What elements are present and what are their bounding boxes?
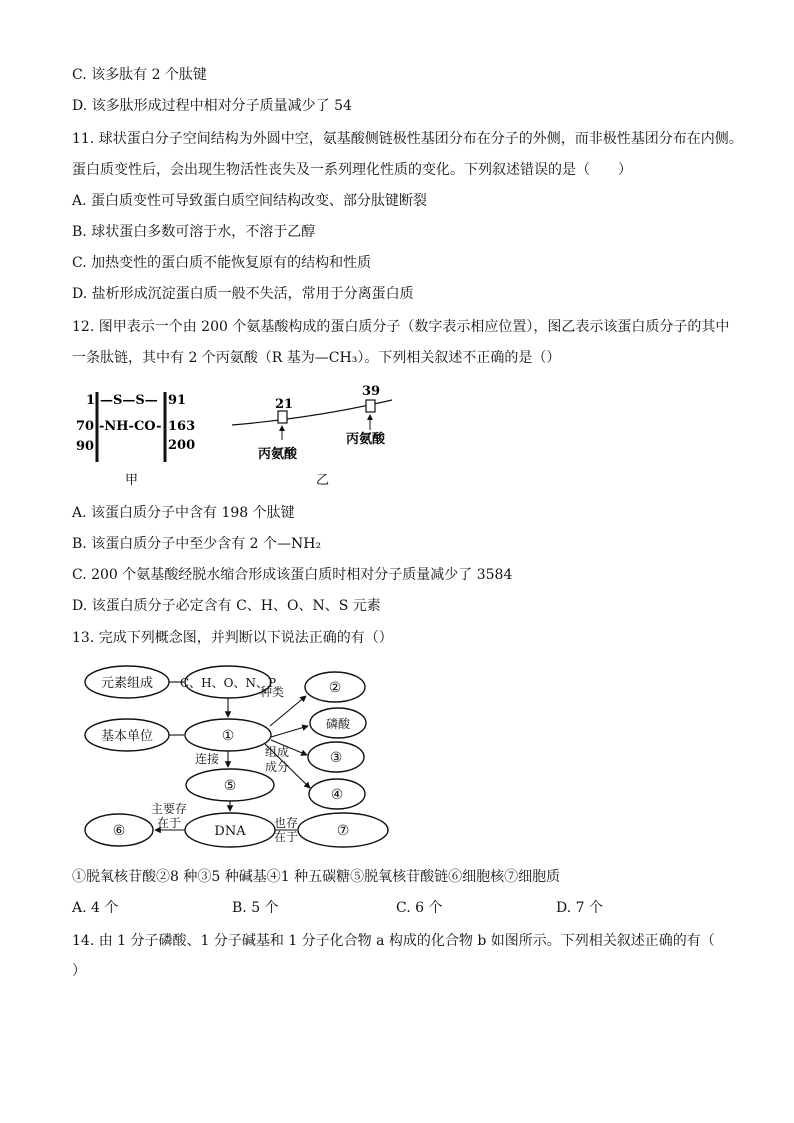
label-peptide-bond: -NH-CO- xyxy=(99,419,162,434)
label-disulfide: —S—S— xyxy=(100,393,158,408)
arrowhead-21-icon xyxy=(279,425,285,431)
text-2: ② xyxy=(328,680,342,696)
arrowhead-39-icon xyxy=(367,414,373,420)
q12-option-b: B. 该蛋白质分子中至少含有 2 个—NH₂ xyxy=(72,536,322,552)
label-yi: 乙 xyxy=(316,473,330,488)
label-1: 1 xyxy=(86,393,96,408)
text-5: ⑤ xyxy=(223,778,237,794)
edge-kinds: 种类 xyxy=(259,685,285,699)
label-jia: 甲 xyxy=(125,473,139,488)
edge-main2: 在于 xyxy=(156,816,182,830)
text-phosphate: 磷酸 xyxy=(325,717,351,731)
text-dna: DNA xyxy=(214,824,246,839)
text-chonp: C、H、O、N、P xyxy=(179,676,277,690)
q14-stem-line2: ） xyxy=(72,963,86,979)
q12-option-a: A. 该蛋白质分子中含有 198 个肽键 xyxy=(72,505,295,521)
q13-option-d: D. 7 个 xyxy=(556,900,603,916)
q11-option-a: A. 蛋白质变性可导致蛋白质空间结构改变、部分肽键断裂 xyxy=(72,193,428,209)
text-4: ④ xyxy=(330,787,344,803)
q13-option-c: C. 6 个 xyxy=(396,900,443,916)
text-1: ① xyxy=(221,728,235,744)
q13-key: ①脱氧核苷酸②8 种③5 种碱基④1 种五碳糖⑤脱氧核苷酸链⑥细胞核⑦细胞质 xyxy=(72,869,561,885)
text-3: ③ xyxy=(329,750,343,766)
q11-option-c: C. 加热变性的蛋白质不能恢复原有的结构和性质 xyxy=(72,255,372,271)
q11-stem-line1: 11. 球状蛋白分子空间结构为外圆中空，氨基酸侧链极性基团分布在分子的外侧，而非极性基团分布在内侧。 xyxy=(72,131,743,147)
label-90: 90 xyxy=(76,439,95,454)
label-200: 200 xyxy=(168,438,196,453)
label-39: 39 xyxy=(362,384,381,399)
alanine-box-21 xyxy=(278,411,287,423)
label-alanine-2: 丙氨酸 xyxy=(346,432,386,447)
q10-option-c: C. 该多肽有 2 个肽键 xyxy=(72,67,207,83)
edge-comp2: 成分 xyxy=(264,760,290,774)
edge-comp1: 组成 xyxy=(264,745,290,759)
q13-option-b: B. 5 个 xyxy=(232,900,279,916)
concept-map xyxy=(80,660,400,860)
q14-stem-line1: 14. 由 1 分子磷酸、1 分子碱基和 1 分子化合物 a 构成的化合物 b 如图所示。下列相关叙述正确的有（ xyxy=(72,933,715,949)
q11-option-d: D. 盐析形成沉淀蛋白质一般不失活，常用于分离蛋白质 xyxy=(72,286,414,302)
label-70: 70 xyxy=(76,419,95,434)
q11-option-b: B. 球状蛋白多数可溶于水，不溶于乙醇 xyxy=(72,224,316,240)
label-91: 91 xyxy=(168,393,187,408)
text-7: ⑦ xyxy=(336,823,350,839)
text-elements: 元素组成 xyxy=(100,676,154,691)
q13-option-a: A. 4 个 xyxy=(72,900,119,916)
label-alanine-1: 丙氨酸 xyxy=(258,447,298,462)
q11-stem-line2: 蛋白质变性后，会出现生物活性丧失及一系列理化性质的变化。下列叙述错误的是（ ） xyxy=(72,162,632,178)
q12-stem-line2: 一条肽链，其中有 2 个丙氨酸（R 基为—CH₃）。下列相关叙述不正确的是（） xyxy=(72,350,561,366)
text-unit: 基本单位 xyxy=(100,729,154,744)
q12-option-d: D. 该蛋白质分子必定含有 C、H、O、N、S 元素 xyxy=(72,598,381,614)
q10-option-d: D. 该多肽形成过程中相对分子质量减少了 54 xyxy=(72,98,352,114)
q12-option-c: C. 200 个氨基酸经脱水缩合形成该蛋白质时相对分子质量减少了 3584 xyxy=(72,567,513,583)
q12-stem-line1: 12. 图甲表示一个由 200 个氨基酸构成的蛋白质分子（数字表示相应位置），图乙表示该蛋白质分子的其中 xyxy=(72,319,730,335)
text-6: ⑥ xyxy=(112,823,126,839)
label-21: 21 xyxy=(275,397,294,412)
edge-also1: 也存 xyxy=(273,816,299,830)
edge-connect: 连接 xyxy=(194,752,220,766)
edge-main1: 主要存 xyxy=(150,802,188,816)
alanine-box-39 xyxy=(366,400,375,412)
protein-figure xyxy=(70,380,410,495)
edge-also2: 在于 xyxy=(273,830,299,844)
label-163: 163 xyxy=(168,419,196,434)
q13-stem: 13. 完成下列概念图，并判断以下说法正确的有（） xyxy=(72,630,393,646)
